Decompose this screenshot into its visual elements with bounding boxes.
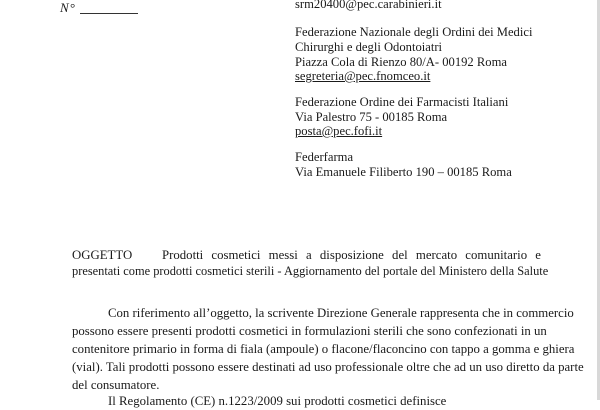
subject-line-1: Prodotti cosmetici messi a disposizione del mercato comunitario e — [162, 248, 541, 262]
recipient-line: Chirurghi e degli Odontoiatri — [295, 40, 443, 54]
recipient-line: Piazza Cola di Rienzo 80/A- 00192 Roma — [295, 55, 507, 69]
protocol-number-line — [80, 13, 138, 14]
protocol-number-mark: N° — [60, 0, 76, 15]
recipient-line: Via Emanuele Filiberto 190 – 00185 Roma — [295, 165, 512, 179]
recipient-email-link[interactable]: segreteria@pec.fnomceo.it — [295, 69, 431, 83]
recipient-line: Federfarma — [295, 150, 354, 164]
subject-line-2: presentati come prodotti cosmetici sterili - Aggiornamento del portale del Ministero della Salute — [72, 264, 549, 278]
paragraph-line: possono essere presenti prodotti cosmetici in formulazioni sterili che sono confezionati in un — [72, 324, 547, 338]
subject-label: OGGETTO — [72, 248, 133, 262]
partial-next-line — [72, 392, 542, 406]
paragraph-line: Con riferimento all’oggetto, la scrivente Direzione Generale rappresenta che in commercio — [108, 306, 574, 320]
recipient-email-link[interactable]: posta@pec.fofi.it — [295, 124, 383, 138]
recipient-line: Via Palestro 75 - 00185 Roma — [295, 110, 448, 124]
paragraph-line: del consumatore. — [72, 378, 160, 392]
recipient-line: Federazione Nazionale degli Ordini dei Medici — [295, 25, 533, 39]
recipient-line: Federazione Ordine dei Farmacisti Italiani — [295, 95, 509, 109]
paragraph-line: contenitore primario in forma di fiala (ampoule) o flacone/flaconcino con tappo a gomma e ghiera — [72, 342, 575, 356]
paragraph-line: (vial). Tali prodotti possono essere destinati ad uso professionale oltre che ad un uso diretto da parte — [72, 360, 584, 374]
partial-line-text: Il Regolamento (CE) n.1223/2009 sui prodotti cosmetici definisce — [108, 394, 447, 408]
carabinieri-pec-email: srm20400@pec.carabinieri.it — [295, 0, 442, 11]
